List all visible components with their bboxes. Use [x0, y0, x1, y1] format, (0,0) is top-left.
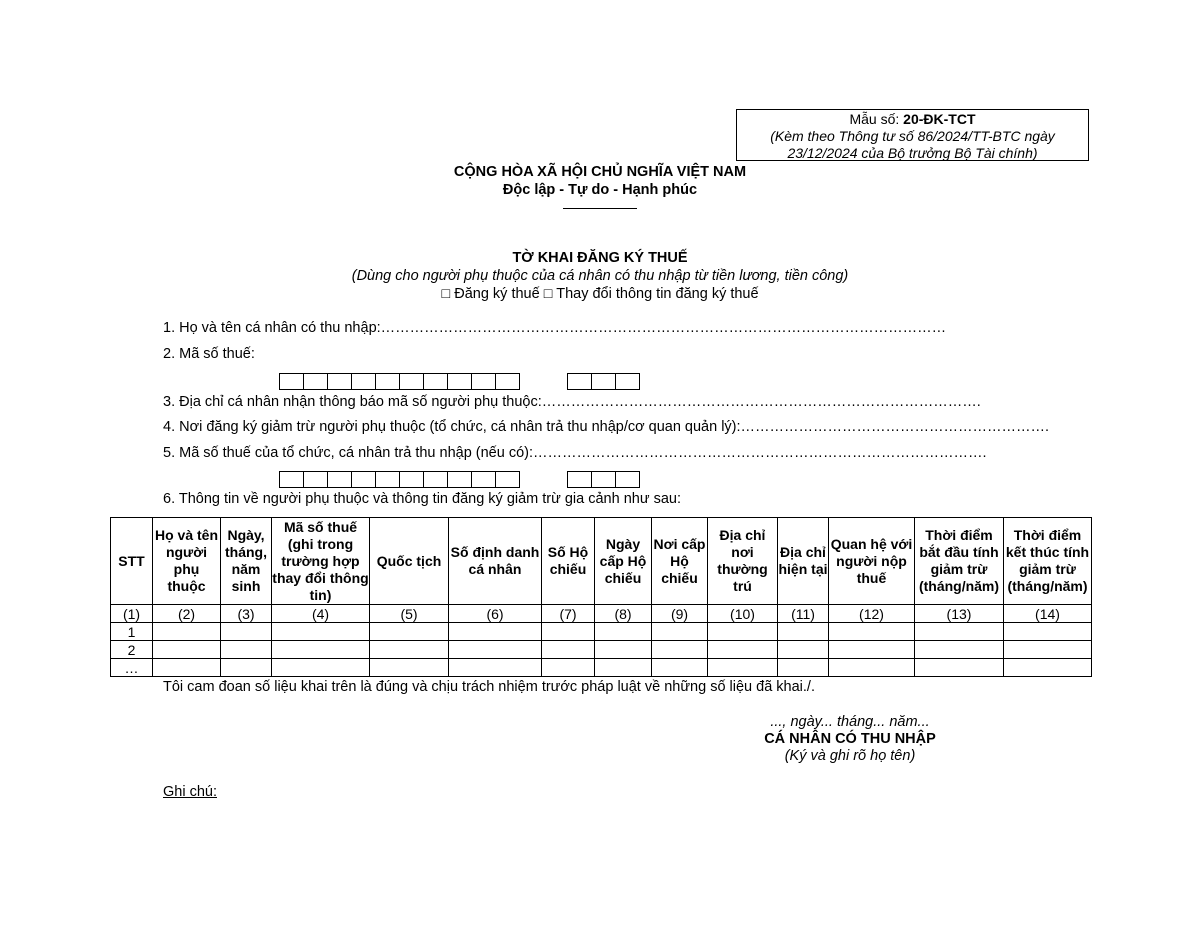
form-number-box	[736, 109, 1089, 161]
field-payer-tax-code[interactable]: 5. Mã số thuế của tổ chức, cá nhân trả thu nhập (nếu có):………………………………………………………………………………….	[163, 445, 987, 461]
dependents-table	[110, 517, 1092, 677]
digit-box[interactable]	[327, 373, 352, 390]
column-number: (6)	[449, 605, 542, 623]
digit-box[interactable]	[567, 471, 592, 488]
digit-box[interactable]	[399, 373, 424, 390]
table-row[interactable]	[111, 623, 1092, 641]
field-notice-address[interactable]: 3. Địa chỉ cá nhân nhận thông báo mã số người phụ thuộc:……………………………………………………………………………….	[163, 394, 981, 410]
digit-box[interactable]	[447, 373, 472, 390]
digit-box[interactable]	[495, 471, 520, 488]
digit-box[interactable]	[303, 471, 328, 488]
column-header: Địa chỉ nơi thường trú	[708, 518, 778, 605]
column-header: Họ và tên người phụ thuộc	[153, 518, 221, 605]
signature-title: CÁ NHÂN CÓ THU NHẬP	[764, 731, 936, 747]
digit-box[interactable]	[399, 471, 424, 488]
signature-note: (Ký và ghi rõ họ tên)	[784, 748, 916, 764]
tax-code-boxes-main[interactable]	[279, 373, 519, 390]
field-deduction-registration-place[interactable]: 4. Nơi đăng ký giảm trừ người phụ thuộc (tổ chức, cá nhân trả thu nhập/cơ quan quản lý):……………………………………………………….	[163, 419, 1050, 435]
signature-date: ..., ngày... tháng... năm...	[770, 714, 930, 730]
digit-box[interactable]	[615, 373, 640, 390]
column-number: (12)	[829, 605, 915, 623]
column-number: (10)	[708, 605, 778, 623]
form-number-label: Mẫu số:	[849, 111, 904, 127]
column-header: Thời điểm kết thúc tính giảm trừ (tháng/năm)	[1004, 518, 1092, 605]
row-index: 2	[111, 641, 153, 659]
column-header: Mã số thuế (ghi trong trường hợp thay đổi thông tin)	[272, 518, 369, 603]
column-number: (9)	[652, 605, 708, 623]
column-number: (8)	[595, 605, 652, 623]
digit-box[interactable]	[351, 471, 376, 488]
column-header: Ngày, tháng, năm sinh	[221, 518, 272, 605]
column-header: Địa chỉ hiện tại	[778, 518, 829, 605]
digit-box[interactable]	[423, 471, 448, 488]
field-tax-code-label: 2. Mã số thuế:	[163, 346, 255, 362]
payer-tax-code-boxes-main[interactable]	[279, 471, 519, 488]
footnote-label: Ghi chú:	[163, 784, 217, 800]
row-index: 1	[111, 623, 153, 641]
column-header: Thời điểm bắt đầu tính giảm trừ (tháng/năm)	[915, 518, 1004, 605]
column-header: Quan hệ với người nộp thuế	[829, 518, 915, 605]
column-number: (1)	[111, 605, 153, 623]
column-number: (5)	[370, 605, 449, 623]
column-number: (13)	[915, 605, 1004, 623]
register-tax-checkbox[interactable]: □ Đăng ký thuế	[441, 286, 540, 302]
field-dependent-info-heading: 6. Thông tin về người phụ thuộc và thông tin đăng ký giảm trừ gia cảnh như sau:	[163, 491, 681, 507]
column-header: STT	[111, 518, 153, 605]
row-index: …	[111, 659, 153, 677]
column-number: (11)	[778, 605, 829, 623]
national-header	[0, 163, 1200, 199]
digit-box[interactable]	[303, 373, 328, 390]
column-header: Số Hộ chiếu	[542, 518, 595, 605]
field-income-earner-name[interactable]: 1. Họ và tên cá nhân có thu nhập:………………………………………………………………………………………………………	[163, 320, 947, 336]
column-number: (2)	[153, 605, 221, 623]
table-header-row	[111, 518, 1092, 605]
change-info-checkbox[interactable]: □ Thay đổi thông tin đăng ký thuế	[543, 286, 759, 302]
digit-box[interactable]	[351, 373, 376, 390]
digit-box[interactable]	[423, 373, 448, 390]
column-number: (7)	[542, 605, 595, 623]
motto-underline	[563, 208, 637, 209]
column-number: (4)	[272, 605, 370, 623]
registration-type-options	[0, 286, 1200, 302]
column-number: (14)	[1004, 605, 1092, 623]
page-title: TỜ KHAI ĐĂNG KÝ THUẾ	[512, 250, 688, 266]
form-circular-ref: (Kèm theo Thông tư số 86/2024/TT-BTC ngày	[770, 128, 1055, 144]
column-number-row	[111, 605, 1092, 623]
digit-box[interactable]	[615, 471, 640, 488]
table-row[interactable]	[111, 659, 1092, 677]
digit-box[interactable]	[567, 373, 592, 390]
column-header: Nơi cấp Hộ chiếu	[652, 518, 708, 605]
digit-box[interactable]	[495, 373, 520, 390]
digit-box[interactable]	[375, 471, 400, 488]
nation-name: CỘNG HÒA XÃ HỘI CHỦ NGHĨA VIỆT NAM	[453, 164, 747, 180]
table-row[interactable]	[111, 641, 1092, 659]
declaration-text: Tôi cam đoan số liệu khai trên là đúng và chịu trách nhiệm trước pháp luật về những số liệu đã khai./.	[163, 679, 815, 695]
column-number: (3)	[221, 605, 272, 623]
digit-box[interactable]	[471, 471, 496, 488]
column-header: Quốc tịch	[370, 518, 449, 605]
payer-tax-code-boxes-suffix[interactable]	[567, 471, 639, 488]
page-subtitle: (Dùng cho người phụ thuộc của cá nhân có thu nhập từ tiền lương, tiền công)	[351, 268, 849, 284]
digit-box[interactable]	[471, 373, 496, 390]
digit-box[interactable]	[279, 373, 304, 390]
nation-motto: Độc lập - Tự do - Hạnh phúc	[502, 182, 698, 198]
digit-box[interactable]	[591, 373, 616, 390]
column-header: Ngày cấp Hộ chiếu	[595, 518, 652, 605]
digit-box[interactable]	[327, 471, 352, 488]
digit-box[interactable]	[591, 471, 616, 488]
digit-box[interactable]	[447, 471, 472, 488]
tax-code-boxes-suffix[interactable]	[567, 373, 639, 390]
column-header: Số định danh cá nhân	[449, 518, 542, 605]
digit-box[interactable]	[279, 471, 304, 488]
digit-box[interactable]	[375, 373, 400, 390]
form-number-code: 20-ĐK-TCT	[903, 111, 976, 127]
form-circular-date: 23/12/2024 của Bộ trưởng Bộ Tài chính)	[787, 145, 1038, 161]
